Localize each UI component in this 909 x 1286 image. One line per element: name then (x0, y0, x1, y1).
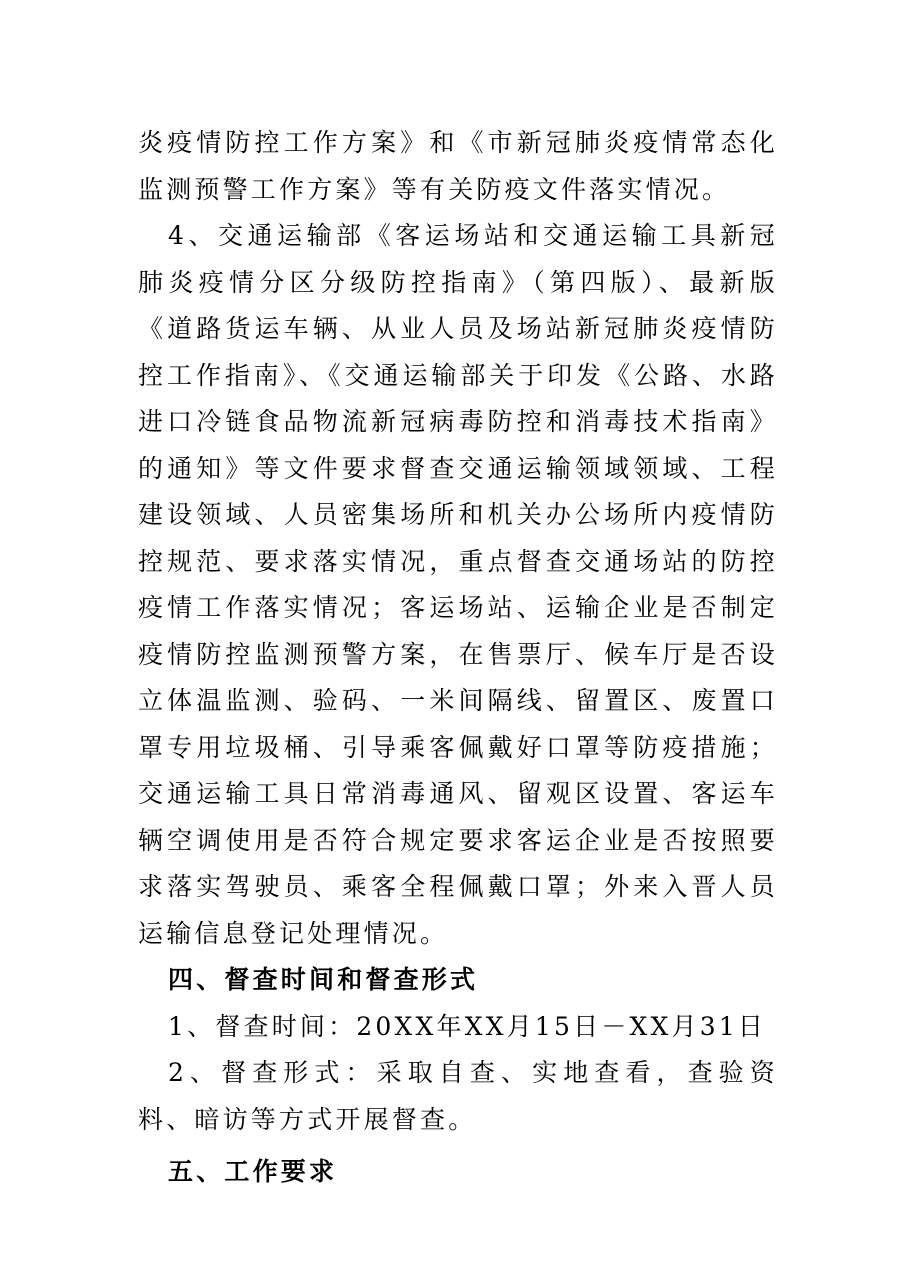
section-heading-5: 五、工作要求 (168, 1157, 338, 1186)
paragraph-continuation: 炎疫情防控工作方案》和《市新冠肺炎疫情常态化监测预警工作方案》等有关防疫文件落实情况。 (138, 128, 778, 204)
document-page (138, 120, 778, 1196)
section-heading-4: 四、督查时间和督查形式 (168, 965, 479, 994)
paragraph-inspection-time: 1、督查时间：20XX年XX月15日－XX月31日 (168, 1011, 767, 1041)
paragraph-item-4: 4、交通运输部《客运场站和交通运输工具新冠肺炎疫情分区分级防控指南》（第四版）、最新版《道路货运车辆、从业人员及场站新冠肺炎疫情防控工作指南》、《交通运输部关于印发《公路、水路进口冷链食品物流新冠病毒防控和消毒技术指南》的通知》等文件要求督查交通运输领域领域、工程建设领域、人员密集场所和机关办公场所内疫情防控规范、要求落实情况，重点督查交通场站的防控疫情工作落实情况；客运场站、运输企业是否制定疫情防控监测预警方案，在售票厅、候车厅是否设立体温监测、验码、一米间隔线、留置区、废置口罩专用垃圾桶、引导乘客佩戴好口罩等防疫措施；交通运输工具日常消毒通风、留观区设置、客运车辆空调使用是否符合规定要求客运企业是否按照要求落实驾驶员、乘客全程佩戴口罩；外来入晋人员运输信息登记处理情况。 (138, 221, 778, 948)
paragraph-inspection-form: 2、督查形式：采取自查、实地查看，查验资料、暗访等方式开展督查。 (138, 1058, 778, 1134)
